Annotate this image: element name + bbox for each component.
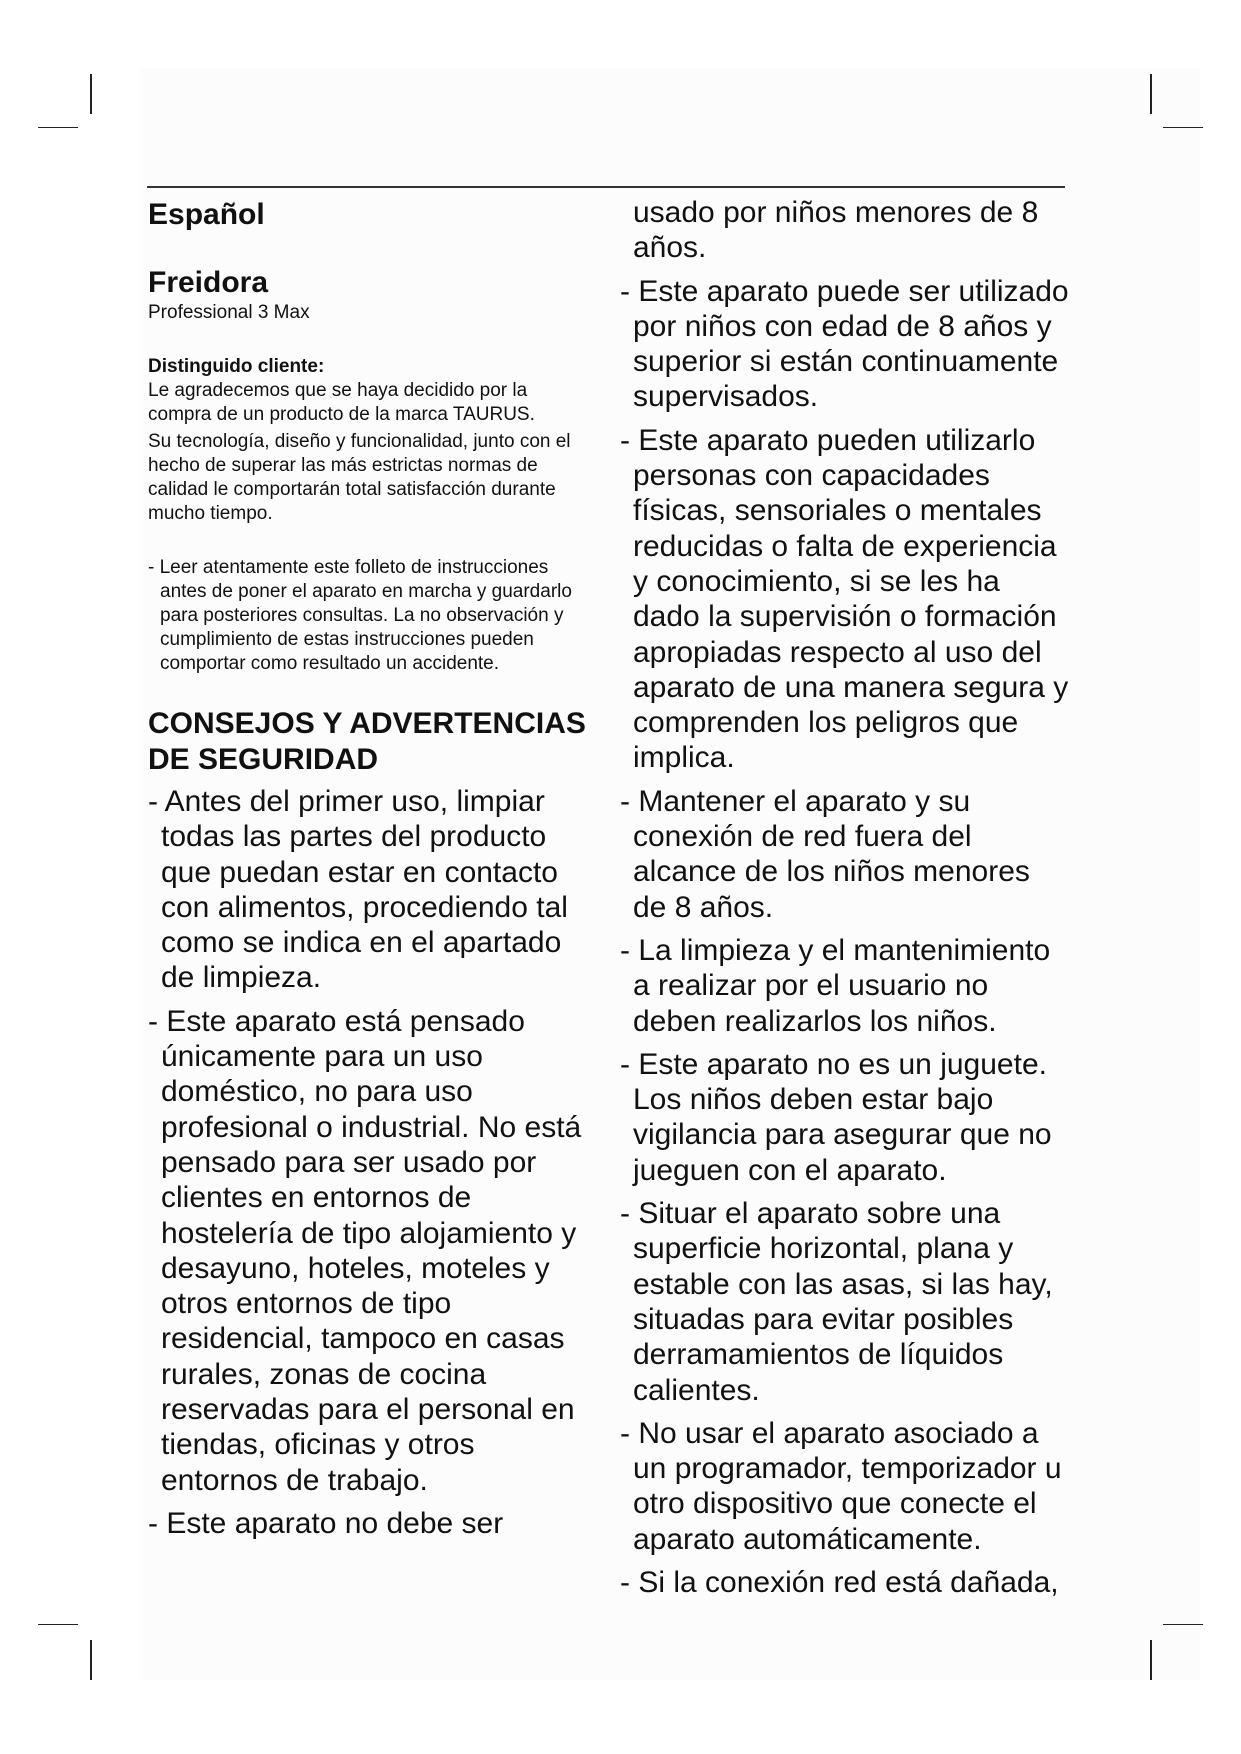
crop-mark-bottom-right-v	[1150, 1640, 1152, 1680]
greeting: Distinguido cliente:	[148, 356, 325, 377]
safety-list-left	[148, 784, 588, 1541]
language-heading: Español	[148, 198, 265, 231]
safety-item: - Si la conexión red está dañada,	[620, 1565, 1059, 1599]
instructions-note-list	[148, 556, 588, 676]
product-title: Freidora	[148, 266, 269, 299]
header-rule	[147, 186, 1065, 188]
crop-mark-bottom-left-h	[38, 1624, 78, 1625]
safety-item: - Situar el aparato sobre una superficie horizontal, plana y estable con las asas, si las hay, situadas para evitar posibles derramamientos de líquidos calientes.	[620, 1197, 1053, 1407]
safety-item: - Mantener el aparato y su conexión de red fuera del alcance de los niños menores de 8 años.	[620, 784, 1030, 924]
crop-mark-top-right-v	[1150, 74, 1152, 114]
safety-item: - La limpieza y el mantenimiento a realizar por el usuario no deben realizarlos los niños.	[620, 933, 1051, 1038]
safety-item: - Antes del primer uso, limpiar todas las partes del producto que puedan estar en contacto con alimentos, procediendo tal como se indica en el apartado de limpieza.	[148, 785, 568, 995]
intro-paragraph: Su tecnología, diseño y funcionalidad, junto con el hecho de superar las más estrictas normas de calidad le comportarán total satisfacción durante mucho tiempo.	[148, 431, 571, 524]
instructions-note: - Leer atentamente este folleto de instrucciones antes de poner el aparato en marcha y guardarlo para posteriores consultas. La no observación y cumplimiento de estas instrucciones pueden comportar como resultado un accidente.	[148, 557, 572, 674]
safety-item: - Este aparato está pensado únicamente para un uso doméstico, no para uso profesional o industrial. No está pensado para ser usado por clientes en entornos de hostelería de tipo alojamiento y desayuno, hoteles, moteles y otros entornos de tipo residencial, tampoco en casas rurales, zonas de cocina reservadas para el personal en tiendas, oficinas y otros entornos de trabajo.	[148, 1004, 582, 1497]
right-column	[620, 195, 1070, 1608]
safety-item: - Este aparato no es un juguete. Los niños deben estar bajo vigilancia para asegurar que no jueguen con el aparato.	[620, 1047, 1052, 1187]
safety-item: - No usar el aparato asociado a un programador, temporizador u otro dispositivo que conecte el aparato automáticamente.	[620, 1416, 1062, 1556]
crop-mark-top-left-h	[38, 127, 78, 128]
crop-mark-bottom-left-v	[90, 1640, 92, 1680]
crop-mark-top-left-v	[90, 74, 92, 114]
safety-item: - Este aparato pueden utilizarlo personas con capacidades físicas, sensoriales o mentales reducidas o falta de experiencia y conocimiento, si se les ha dado la supervisión o formación apropiadas respecto al uso del aparato de una manera segura y comprenden los peligros que implica.	[620, 423, 1069, 775]
left-column	[148, 195, 588, 1549]
crop-mark-bottom-right-h	[1163, 1624, 1203, 1625]
intro-paragraph: Le agradecemos que se haya decidido por la compra de un producto de la marca TAURUS.	[148, 380, 535, 425]
product-model: Professional 3 Max	[148, 302, 310, 323]
safety-item: - Este aparato puede ser utilizado por niños con edad de 8 años y superior si están continuamente supervisados.	[620, 274, 1069, 414]
safety-section-heading: CONSEJOS Y ADVERTENCIAS DE SEGURIDAD	[148, 707, 586, 776]
safety-item-continuation: usado por niños menores de 8 años.	[633, 196, 1039, 265]
safety-item: - Este aparato no debe ser	[148, 1506, 504, 1540]
safety-list-right	[620, 274, 1070, 1601]
crop-mark-top-right-h	[1163, 127, 1203, 128]
